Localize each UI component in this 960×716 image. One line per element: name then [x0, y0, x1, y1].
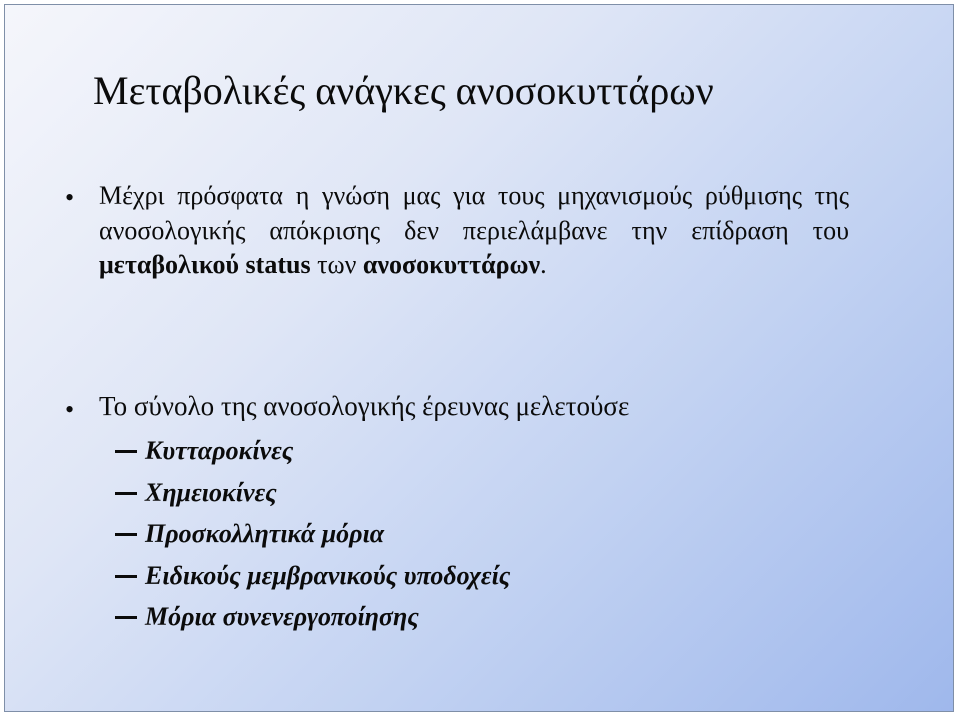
paragraph-text-end: .: [540, 250, 547, 279]
sub-item-membrane-receptors: [115, 558, 815, 594]
bullet-marker: •: [65, 183, 75, 212]
dash-marker: [115, 450, 137, 453]
dash-marker: [115, 492, 137, 495]
sub-item-label: Ειδικούς μεμβρανικούς υποδοχείς: [145, 561, 511, 590]
slide-title: Μεταβολικές ανάγκες ανοσοκυττάρων: [93, 68, 714, 113]
paragraph-text: Μέχρι πρόσφατα η γνώση μας για τους μηχανισμούς ρύθμισης της ανοσολογικής απόκρισης δεν περιελάμβανε την επίδραση του: [99, 181, 849, 245]
sub-item-label: Χημειοκίνες: [145, 478, 277, 507]
dash-marker: [115, 616, 137, 619]
dash-marker: [115, 575, 137, 578]
bullet-paragraph-2: Το σύνολο της ανοσολογικής έρευνας μελετούσε: [99, 391, 630, 421]
bullet-paragraph-1: [99, 179, 849, 283]
paragraph-text-middle: των: [310, 250, 363, 279]
bold-phrase-metabolic-status: μεταβολικού status: [99, 250, 311, 279]
sub-item-chemokines: [115, 475, 815, 511]
sub-item-label: Μόρια συνενεργοποίησης: [145, 602, 419, 631]
sub-item-label: Κυτταροκίνες: [145, 436, 294, 465]
dash-marker: [115, 533, 137, 536]
sub-item-cytokines: [115, 433, 815, 469]
slide: [4, 4, 954, 712]
sub-item-adhesion-molecules: [115, 516, 815, 552]
bullet-marker: •: [65, 395, 75, 424]
sub-item-label: Προσκολλητικά μόρια: [145, 519, 385, 548]
sub-item-costimulatory-molecules: [115, 599, 815, 635]
bold-phrase-immune-cells: ανοσοκυττάρων: [362, 250, 541, 279]
